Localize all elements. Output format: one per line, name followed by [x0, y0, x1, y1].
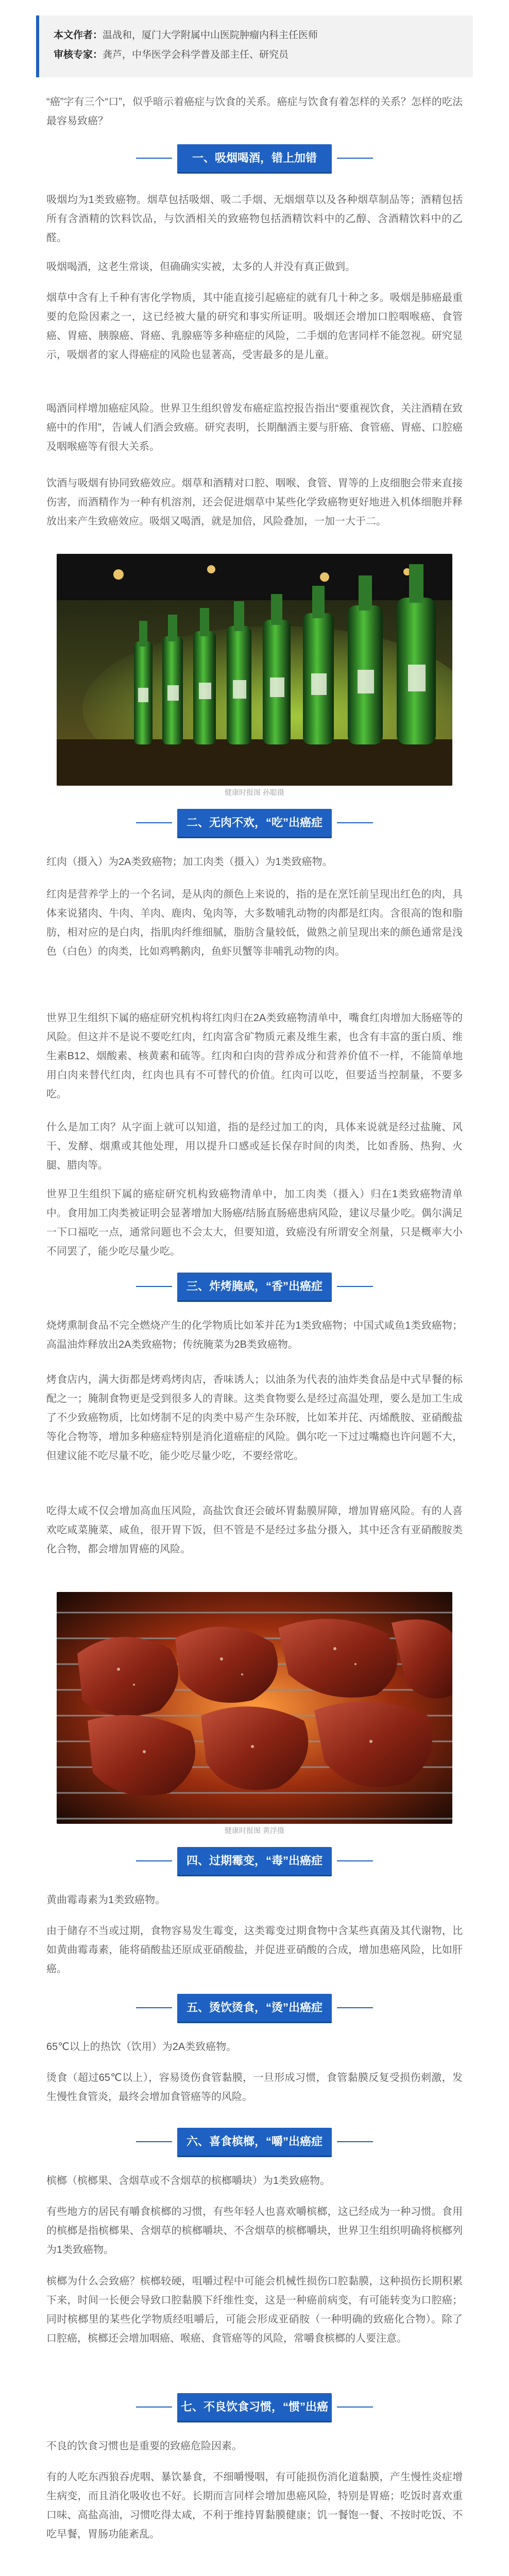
s1-paragraph: 烟草中含有上千种有害化学物质，其中能直接引起癌症的就有几十种之多。吸烟是肺癌最重要的危险因素之一，这已经被大量的研究和事实所证明。吸烟还会增加口腔咽喉癌、食管癌、胃癌、胰腺癌、肾癌、乳腺癌等多种癌症的风险，二手烟的危害同样不能忽视。研究显示，吸烟者的家人得癌症的风险也显著高，受害最多的是儿童。	[46, 292, 463, 361]
section-title-1: 一、吸烟喝酒，错上加错	[177, 144, 332, 172]
s2-paragraph: 红肉是营养学上的一个名词，是从肉的颜色上来说的，指的是在烹饪前呈现出红色的肉，具体来说猪肉、牛肉、羊肉、鹿肉、兔肉等，大多数哺乳动物的肉都是红肉。含很高的饱和脂肪，相对应的是白肉，指肌肉纤维细腻，脂肪含量较低，做熟之前呈现出来的颜色通常是浅色（白色）的肉类，比如鸡鸭鹅肉，鱼虾贝蟹等非哺乳动物的肉。	[46, 889, 463, 957]
s7-paragraph: 不良的饮食习惯也是重要的致癌危险因素。	[46, 2441, 242, 2452]
reviewer-label: 审核专家：	[54, 49, 103, 60]
s3-paragraph: 吃得太咸不仅会增加高血压风险，高盐饮食还会破坏胃黏膜屏障，增加胃癌风险。有的人喜欢吃咸菜腌菜、咸鱼，很开胃下饭，但不管是不是经过多盐分摄入，其中还含有亚硝酸胺类化合物，都会增加胃癌的风险。	[46, 1505, 463, 1555]
s3-paragraph: 烧烤熏制食品不完全燃烧产生的化学物质比如苯并芘为1类致癌物；中国式咸鱼1类致癌物；高温油炸释放出2A类致癌物；传统腌菜为2B类致癌物。	[46, 1320, 463, 1350]
author-line	[54, 26, 459, 45]
barbecue-meat-image	[57, 1592, 452, 1824]
image-caption: 健康时报图 黄浮摄	[225, 1826, 284, 1835]
s2-paragraph: 世界卫生组织下属的癌症研究机构将红肉归在2A类致癌物清单中，嘴食红肉增加大肠癌等的风险。但这并不是说不要吃红肉，红肉富含矿物质元素及维生素，也含有丰富的蛋白质、维生素B12、烟酸素、核黄素和硫等。红肉和白肉的营养成分和营养价值不一样，不能简单地用白肉来替代红肉，红肉也具有不可替代的价值。红肉可以吃，但要适当控制量，不要多吃。	[46, 1012, 463, 1100]
section-title-7: 七、不良饮食习惯，“惯”出癌症	[177, 2393, 332, 2421]
s1-paragraph: 吸烟均为1类致癌物。烟草包括吸烟、吸二手烟、无烟烟草以及各种烟草制品等；酒精包括所有含酒精的饮料饮品，与饮酒相关的致癌物包括酒精饮料中的乙醇、含酒精饮料中的乙醛。	[46, 194, 463, 244]
section-title-6: 六、喜食槟榔，“嚼”出癌症	[177, 2128, 332, 2156]
s2-paragraph: 红肉（摄入）为2A类致癌物；加工肉类（摄入）为1类致癌物。	[46, 856, 333, 868]
s5-paragraph: 烫食（超过65℃以上），容易烫伤食管黏膜，一旦形成习惯，食管黏膜反复受损伤刺激，发生慢性食管炎，最终会增加食管癌等的风险。	[46, 2072, 463, 2103]
s4-paragraph: 黄曲霉毒素为1类致癌物。	[46, 1894, 166, 1906]
s4-paragraph: 由于储存不当或过期，食物容易发生霉变，这类霉变过期食物中含某些真菌及其代谢物，比如黄曲霉毒素，能将硝酸盐还原成亚硝酸盐，并促进亚硝酸的合成，增加患癌风险，比如肝癌。	[46, 1925, 463, 1975]
s3-paragraph: 烤食店内，满大街都是烤鸡烤肉店，香味诱人；以油条为代表的油炸类食品是中式早餐的标配之一；腌制食物更是受到很多人的青睐。这类食物要么是经过高温处理，要么是加工生成了不少致癌物质，比如烤制不足的肉类中易产生杂环胺，比如苯并芘、丙烯酰胺、亚硝酸盐等化合物等，增加多种癌症特别是消化道癌症的风险。偶尔吃一下过过嘴瘾也许问题不大，但建议能不吃尽量不吃，能少吃尽量少吃，不要经常吃。	[46, 1374, 463, 1462]
reviewer-value: 龚芦，中华医学会科学普及部主任、研究员	[103, 49, 289, 60]
s6-paragraph: 槟榔（槟榔果、含烟草或不含烟草的槟榔嚼块）为1类致癌物。	[46, 2175, 331, 2187]
section-title-5: 五、烫饮烫食，“烫”出癌症	[177, 1994, 332, 2022]
author-label: 本文作者：	[54, 30, 103, 41]
s2-paragraph: 世界卫生组织下属的癌症研究机构致癌物清单中，加工肉类（摄入）归在1类致癌物清单中。食用加工肉类被证明会显著增加大肠癌/结肠直肠癌患病风险，建议尽量少吃。偶尔满足一下口福吃一点，通常问题也不会太大，但要知道，致癌没有所谓安全剂量，只是概率大小不同罢了，能少吃尽量少吃。	[46, 1189, 463, 1257]
s2-paragraph: 什么是加工肉？从字面上就可以知道，指的是经过加工的肉，具体来说就是经过盐腌、风干、发酵、烟熏或其他处理，用以提升口感或延长保存时间的肉类，比如香肠、热狗、火腿、腊肉等。	[46, 1122, 463, 1171]
reviewer-line	[54, 45, 459, 65]
section-title-2: 二、无肉不欢，“吃”出癌症	[177, 809, 332, 837]
s5-paragraph: 65℃以上的热饮（饮用）为2A类致癌物。	[46, 2041, 237, 2053]
section-title-3: 三、炸烤腌咸，“香”出癌症	[177, 1273, 332, 1300]
s6-paragraph: 槟榔为什么会致癌？槟榔较硬，咀嚼过程中可能会机械性损伤口腔黏膜，这种损伤长期积累下来，时间一长便会导致口腔黏膜下纤维性变，这是一种癌前病变，有可能转变为口腔癌；同时槟榔里的某些化学物质经咀嚼后，可能会形成亚硝胺（一种明确的致癌化合物）。除了口腔癌，槟榔还会增加咽癌、喉癌、食管癌等的风险，常嚼食槟榔的人要注意。	[46, 2276, 463, 2344]
author-value: 温战和，厦门大学附属中山医院肿瘤内科主任医师	[103, 30, 318, 41]
beer-bottles-image	[57, 554, 452, 786]
author-card	[36, 15, 473, 77]
s6-paragraph: 有些地方的居民有嚼食槟榔的习惯，有些年轻人也喜欢嚼槟榔，这已经成为一种习惯。食用的槟榔是指槟榔果、含烟草的槟榔嚼块、不含烟草的槟榔嚼块，世界卫生组织明确将槟榔列为1类致癌物。	[46, 2206, 463, 2256]
image-caption: 健康时报图 孙聪摄	[225, 788, 284, 796]
s1-paragraph: 饮酒与吸烟有协同致癌效应。烟草和酒精对口腔、咽喉、食管、胃等的上皮细胞会带来直接伤害，而酒精作为一种有机溶剂，还会促进烟草中某些化学致癌物更好地进入机体细胞并释放出来产生致癌效应。吸烟又喝酒，就是加倍，风险叠加，一加一大于二。	[46, 478, 463, 527]
intro-paragraph: “癌”字有三个“口”，似乎暗示着癌症与饮食的关系。癌症与饮食有着怎样的关系？怎样的吃法最容易致癌？	[46, 96, 463, 127]
s7-paragraph: 有的人吃东西狼吞虎咽、暴饮暴食，不细嚼慢咽，有可能损伤消化道黏膜，产生慢性炎症增生病变，而且消化吸收也不好。长期而言同样会增加患癌风险，特别是胃癌；吃饭时喜欢重口味、高盐高油，习惯吃得太咸，不利于维持胃黏膜健康；饥一餐饱一餐、不按时吃饭、不吃早餐，胃肠功能紊乱。	[46, 2471, 463, 2540]
section-title-4: 四、过期霉变，“毒”出癌症	[177, 1847, 332, 1875]
s1-paragraph: 吸烟喝酒，这老生常谈，但确确实实被，太多的人并没有真正做到。	[46, 261, 355, 273]
s1-paragraph: 喝酒同样增加癌症风险。世界卫生组织曾发布癌症监控报告指出“要重视饮食，关注酒精在致癌中的作用”，告诫人们酒会致癌。研究表明，长期酗酒主要与肝癌、食管癌、胃癌、口腔癌及咽喉癌等有很大关系。	[46, 403, 463, 452]
